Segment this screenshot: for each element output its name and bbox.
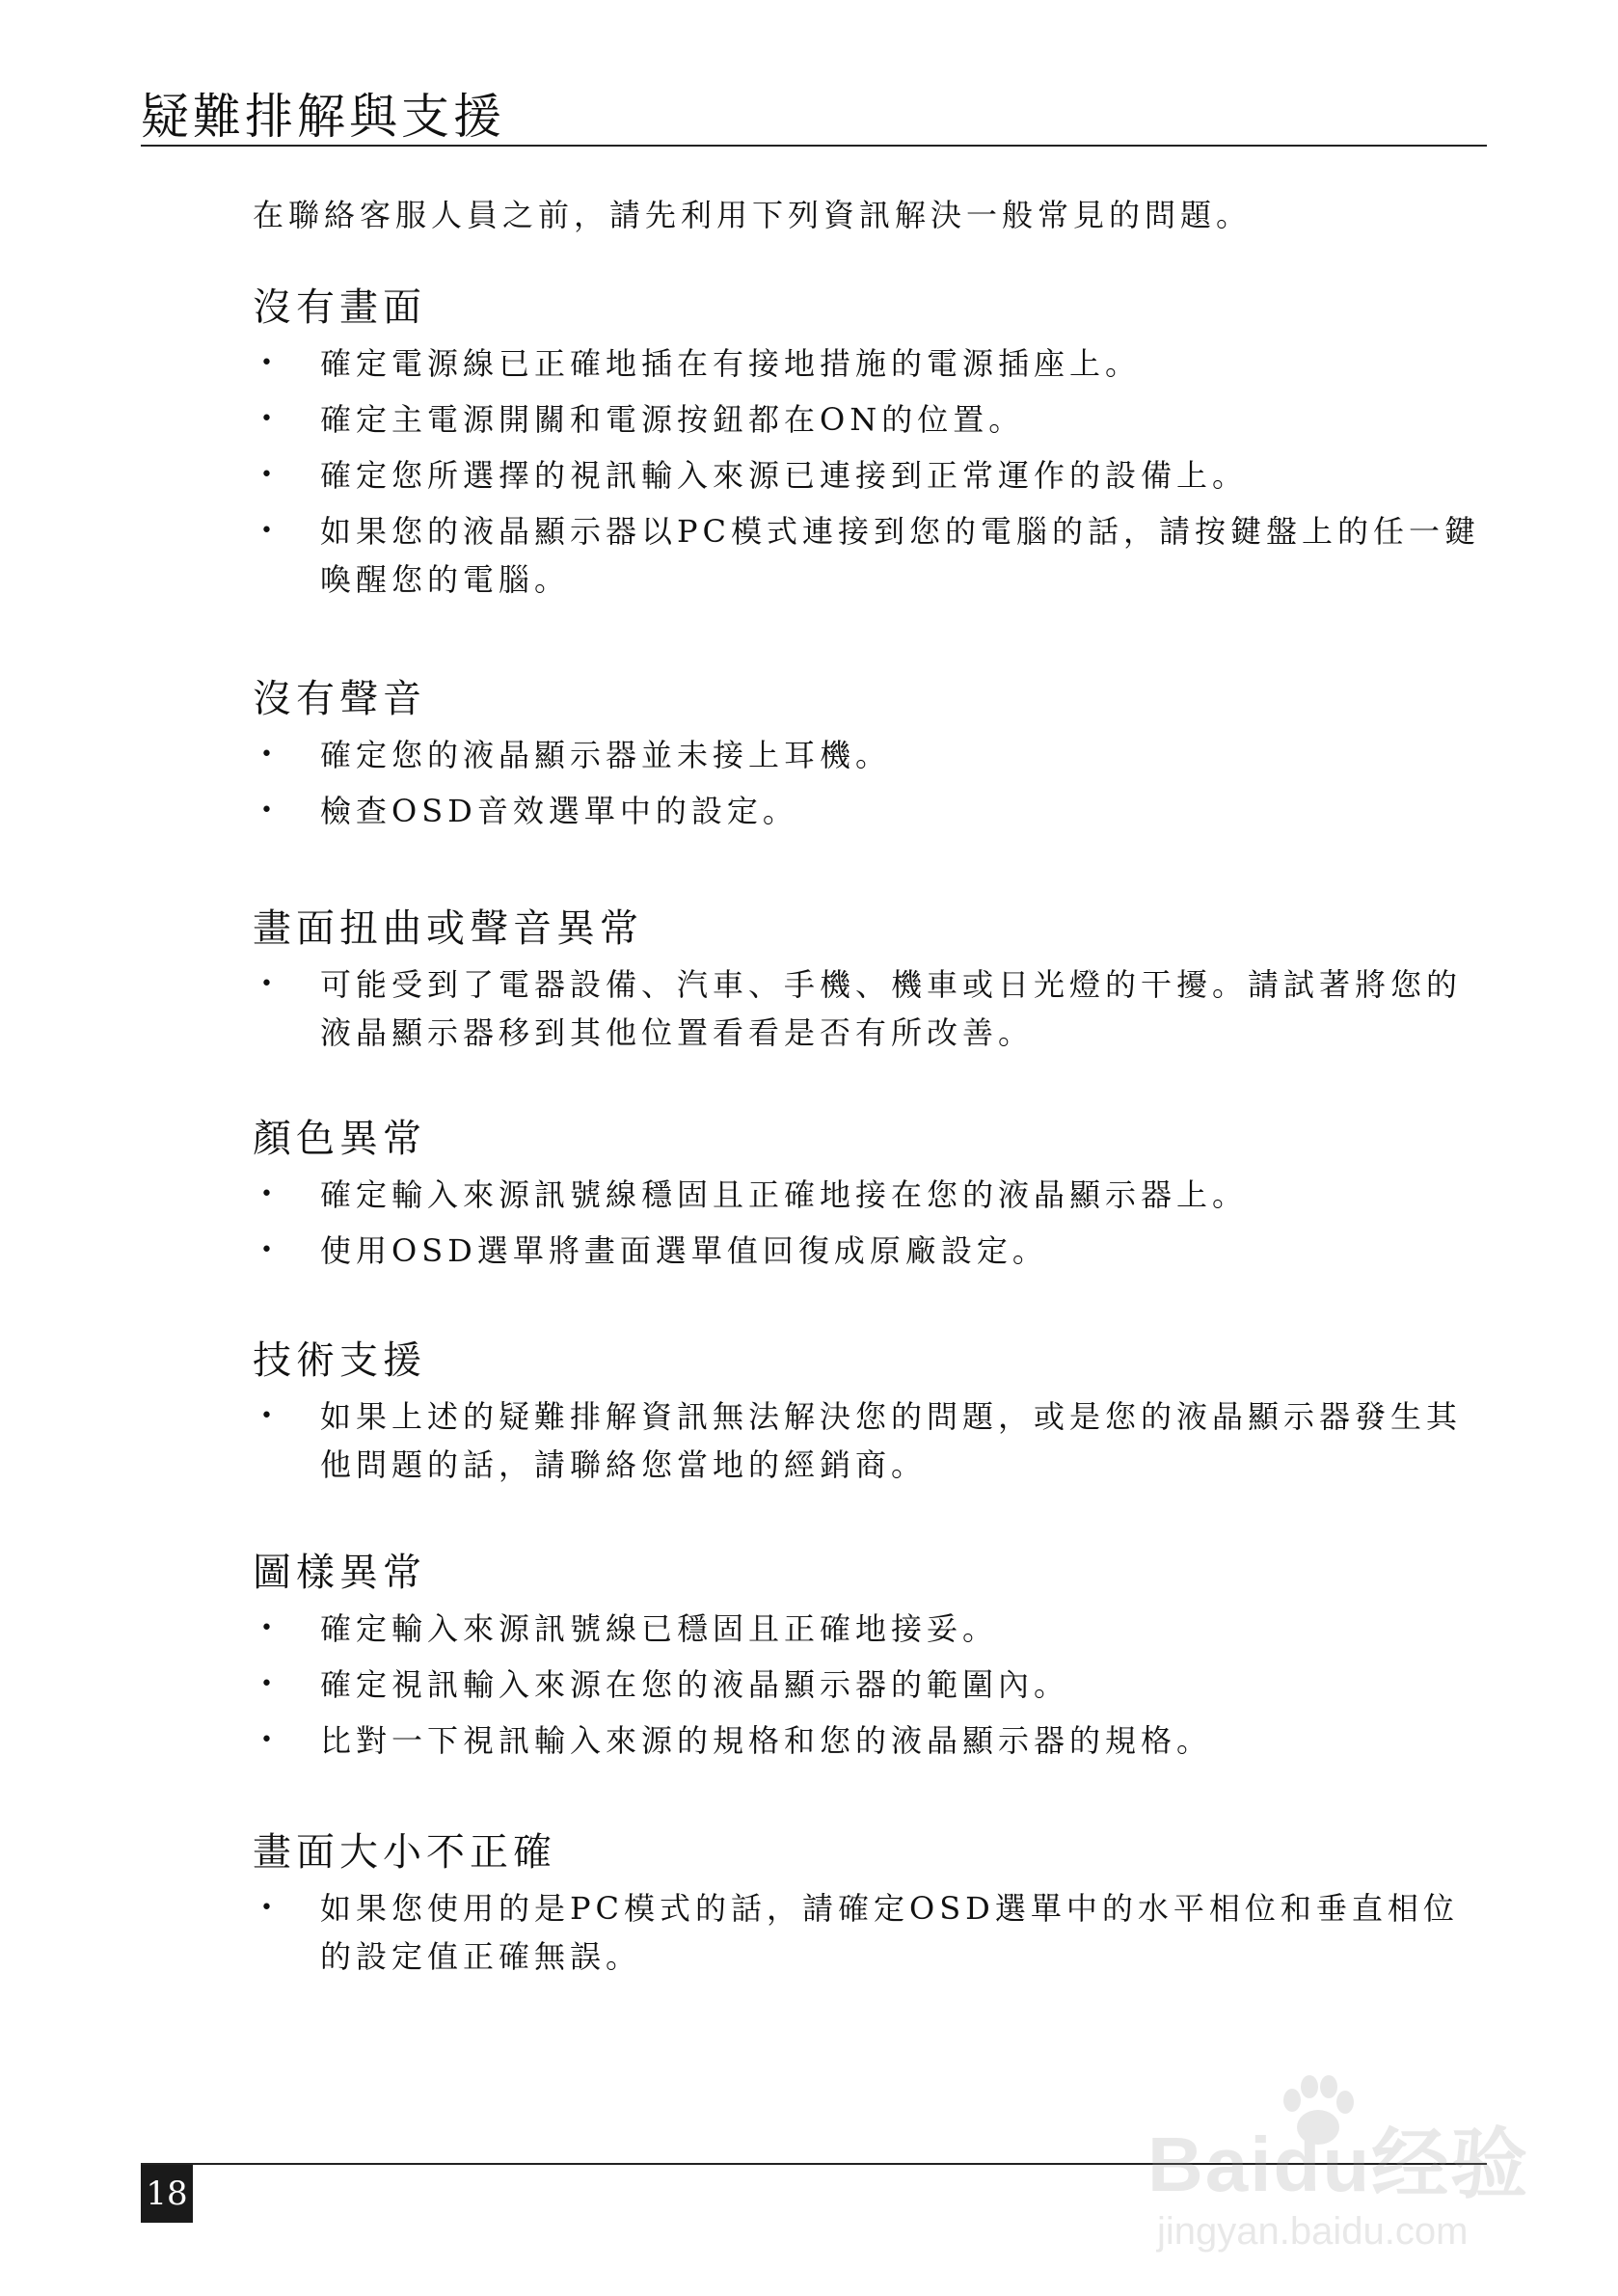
list-item-text: 確定視訊輸入來源在您的液晶顯示器的範圍內。 <box>320 1666 1070 1703</box>
section-title: 沒有聲音 <box>253 677 426 721</box>
list-item <box>253 731 1487 779</box>
bullet-icon: • <box>260 1896 278 1920</box>
bullet-icon: • <box>260 1672 278 1696</box>
list-item-text: 如果您的液晶顯示器以PC模式連接到您的電腦的話，請按鍵盤上的任一鍵喚醒您的電腦。 <box>320 513 1481 598</box>
list-item <box>253 1171 1487 1219</box>
section-tech-support <box>253 1335 1487 1497</box>
bullet-icon: • <box>260 1616 278 1640</box>
baidu-watermark <box>1147 2073 1533 2266</box>
list-item <box>253 1392 1487 1489</box>
section-distortion <box>253 903 1487 1065</box>
list-item <box>253 1716 1487 1765</box>
section-title: 沒有畫面 <box>253 285 426 330</box>
section-color-abnormal <box>253 1113 1487 1283</box>
section-title: 顏色異常 <box>253 1117 426 1161</box>
watermark-sub-text: jingyan.baidu.com <box>1157 2210 1469 2253</box>
bullet-icon: • <box>260 1404 278 1428</box>
list-item <box>253 451 1487 500</box>
list-item-text: 確定電源線已正確地插在有接地措施的電源插座上。 <box>320 345 1142 382</box>
section-pattern-abnormal <box>253 1547 1487 1772</box>
bullet-icon: • <box>260 463 278 487</box>
bullet-icon: • <box>260 1238 278 1262</box>
page-header <box>141 75 1487 147</box>
bullet-icon: • <box>260 351 278 375</box>
list-item-text: 確定輸入來源訊號線已穩固且正確地接妥。 <box>320 1610 999 1647</box>
section-title: 圖樣異常 <box>253 1551 426 1595</box>
bullet-icon: • <box>260 1728 278 1752</box>
intro-text: 在聯絡客服人員之前，請先利用下列資訊解決一般常見的問題。 <box>253 197 1253 233</box>
list-item-text: 確定您的液晶顯示器並未接上耳機。 <box>320 737 892 773</box>
list-item <box>253 1605 1487 1653</box>
list-item-text: 使用OSD選單將畫面選單值回復成原廠設定。 <box>320 1232 1048 1269</box>
list-item <box>253 1884 1487 1981</box>
section-title: 畫面扭曲或聲音異常 <box>253 906 643 951</box>
bullet-icon: • <box>260 798 278 823</box>
list-item-text: 確定輸入來源訊號線穩固且正確地接在您的液晶顯示器上。 <box>320 1176 1249 1213</box>
bullet-icon: • <box>260 407 278 431</box>
bullet-icon: • <box>260 1182 278 1206</box>
page-number: 18 <box>141 2165 193 2223</box>
bullet-icon: • <box>260 743 278 767</box>
list-item <box>253 507 1487 604</box>
section-title: 技術支援 <box>253 1338 426 1383</box>
watermark-main-text: Baidu经验 <box>1147 2121 1530 2207</box>
list-item-text: 確定您所選擇的視訊輸入來源已連接到正常運作的設備上。 <box>320 457 1249 494</box>
list-item-text: 如果您使用的是PC模式的話，請確定OSD選單中的水平相位和垂直相位的設定值正確無誤。 <box>320 1890 1459 1975</box>
list-item-text: 確定主電源開關和電源按鈕都在ON的位置。 <box>320 401 1025 438</box>
list-item <box>253 960 1487 1057</box>
list-item-text: 可能受到了電器設備、汽車、手機、機車或日光燈的干擾。請試著將您的液晶顯示器移到其他位置看看是否有所改善。 <box>320 966 1463 1051</box>
section-no-sound <box>253 673 1487 843</box>
list-item-text: 檢查OSD音效選單中的設定。 <box>320 793 798 829</box>
list-item <box>253 339 1487 388</box>
page-title: 疑難排解與支援 <box>141 89 505 145</box>
list-item <box>253 1661 1487 1709</box>
bullet-icon: • <box>260 519 278 543</box>
section-title: 畫面大小不正確 <box>253 1830 556 1875</box>
section-screen-size <box>253 1826 1487 1988</box>
list-item-text: 比對一下視訊輸入來源的規格和您的液晶顯示器的規格。 <box>320 1722 1213 1759</box>
section-no-picture <box>253 282 1487 611</box>
list-item <box>253 1227 1487 1275</box>
list-item <box>253 787 1487 835</box>
bullet-icon: • <box>260 972 278 996</box>
list-item-text: 如果上述的疑難排解資訊無法解決您的問題，或是您的液晶顯示器發生其他問題的話，請聯絡您當地的經銷商。 <box>320 1398 1463 1483</box>
list-item <box>253 395 1487 444</box>
